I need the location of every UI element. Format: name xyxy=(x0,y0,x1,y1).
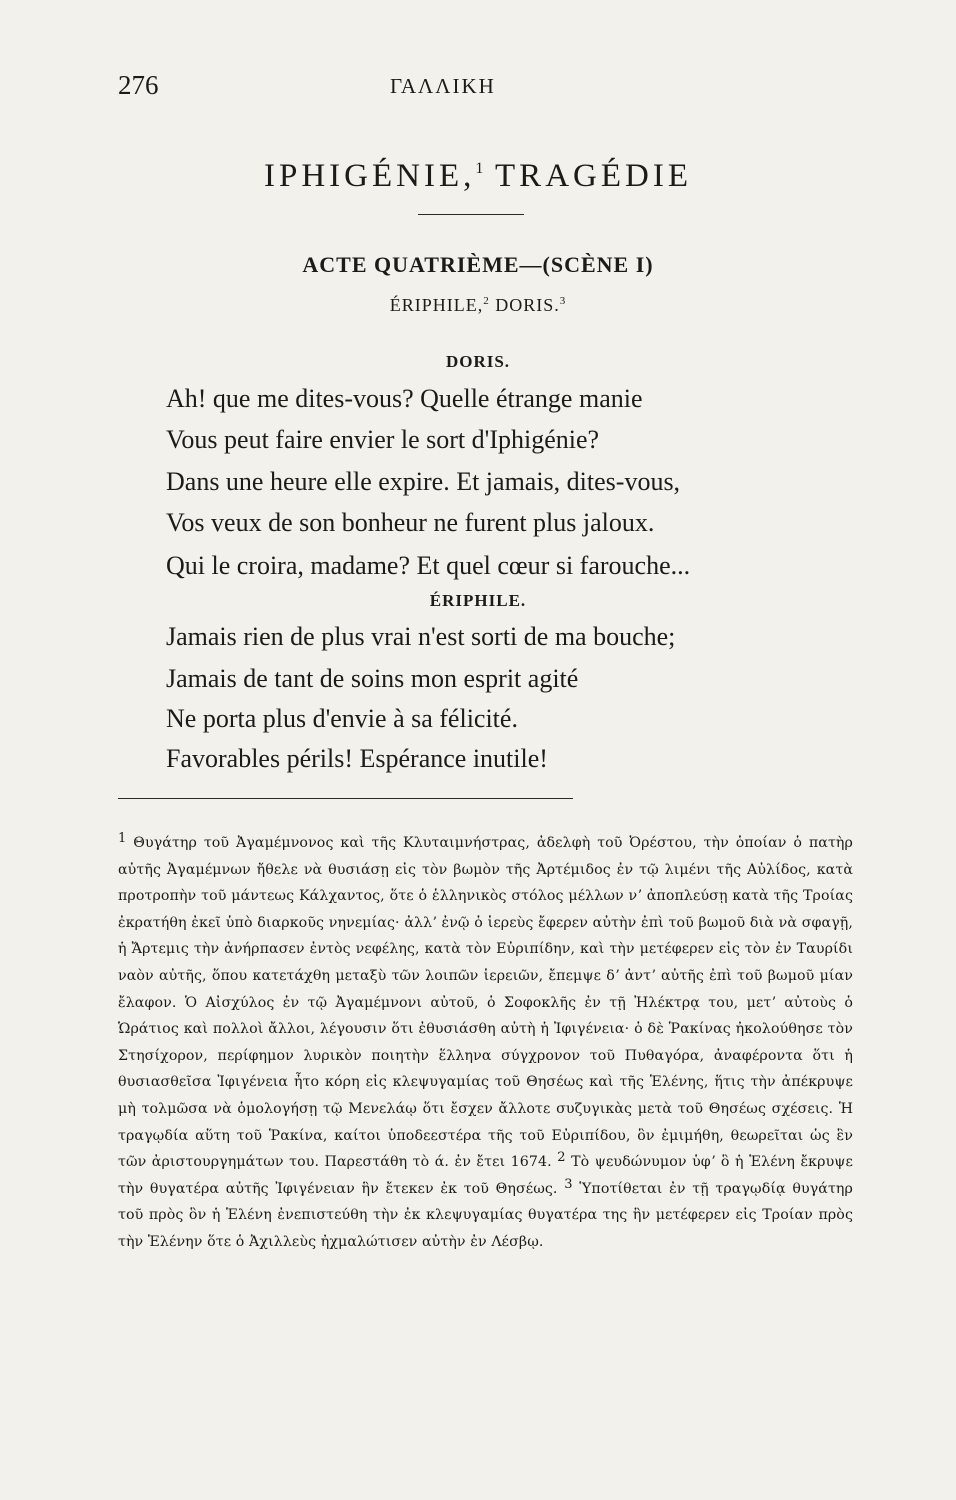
footnotes xyxy=(118,830,853,1256)
speaker-label: DORIS. xyxy=(445,352,511,371)
character-doris: DORIS. xyxy=(489,295,560,315)
verse-line: Jamais rien de plus vrai n'est sorti de ma bouche; xyxy=(166,622,676,651)
footnote-text: Ὑποτίθεται ἐν τῇ τραγῳδίᾳ θυγάτηρ τοῦ πρὸς ὃν ἡ Ἑλένη ἐνεπιστεύθη τὴν ἐκ κλεψυγαμίας θυγατέρα της ἣν μετέφερεν εἰς Τροίαν πρὸς τὴν Ἑλένην ὅτε ὁ Ἀχιλλεὺς ἠχμαλώτισεν αὐτὴν ἐν Λέσβῳ. xyxy=(118,1180,853,1250)
footnote-marker-1: 1 xyxy=(475,160,484,177)
footnote-text: Θυγάτηρ τοῦ Ἀγαμέμνονος καὶ τῆς Κλυταιμνήστρας, ἀδελφὴ τοῦ Ὀρέστου, τὴν ὁποίαν ὁ πατὴρ αὐτῆς Ἀγαμέμνων ἤθελε νὰ θυσιάσῃ εἰς τὸν βωμὸν τῆς Ἀρτέμιδος ἐν τῷ λιμένι τῆς Αὐλίδος, κατὰ προτροπὴν τοῦ μάντεως Κάλχαντος, ὅτε ὁ ἑλληνικὸς στόλος μέλλων νʼ ἀποπλεύσῃ κατὰ τῆς Τροίας ἐκρατήθη ἐκεῖ ὑπὸ διαρκοῦς νηνεμίας· ἀλλʼ ἐνῷ ὁ ἱερεὺς ἔφερεν αὐτὴν ἐπὶ τοῦ βωμοῦ διὰ νὰ σφαγῇ, ἡ Ἄρτεμις τὴν ἀνήρπασεν ἐντὸς νεφέλης, κατὰ τὸν Εὐριπίδην, καὶ τὴν μετέφερεν εἰς τὸν ἐν Ταυρίδι ναὸν αὐτῆς, ὅπου κατετάχθη μεταξὺ τῶν λοιπῶν ἱερειῶν, ἔπεμψε δʼ ἀντʼ αὐτῆς ἐπὶ τοῦ βωμοῦ μίαν ἔλαφον. Ὁ Αἰσχύλος ἐν τῷ Ἀγαμέμνονι αὐτοῦ, ὁ Σοφοκλῆς ἐν τῇ Ἠλέκτρᾳ του, μετʼ αὐτοὺς ὁ Ὡράτιος καὶ πολλοὶ ἄλλοι, λέγουσιν ὅτι ἐθυσιάσθη αὐτὴ ἡ Ἰφιγένεια· ὁ δὲ Ῥακίνας ἠκολούθησε τὸν Στησίχορον, περίφημον λυρικὸν ποιητὴν ἕλληνα σύγχρονον τοῦ Πυθαγόρα, ἀναφέροντα ὅτι ἡ θυσιασθεῖσα Ἰφιγένεια ἦτο κόρη εἰς κλεψυγαμίας τοῦ Θησέως καὶ τῆς Ἑλένης, ἥτις τὴν ἀπέκρυψε μὴ τολμῶσα νὰ ὁμολογήσῃ τῷ Μενελάῳ ὅτι ἔσχεν ἄλλοτε συζυγικὰς μετὰ τοῦ Θησέως σχέσεις. Ἡ τραγῳδία αὕτη τοῦ Ῥακίνα, καίτοι ὑποδεεστέρα τῆς τοῦ Εὐριπίδου, ὃν ἐμιμήθη, θεωρεῖται ὡς ἓν τῶν ἀριστουργημάτων του. Παρεστάθη τὸ ά. ἐν ἔτει 1674. xyxy=(118,835,853,1171)
scene-characters xyxy=(0,295,956,316)
title-divider xyxy=(418,214,524,215)
title-genre: TRAGÉDIE xyxy=(483,158,692,194)
footnote-text: Τὸ ψευδώνυμον ὑφʼ ὃ ἡ Ἑλένη ἔκρυψε τὴν θυγατέρα αὐτῆς Ἰφιγένειαν ἣν ἔτεκεν ἐκ τοῦ Θησέως. xyxy=(118,1154,853,1197)
verse-line: Qui le croira, madame? Et quel cœur si farouche... xyxy=(166,551,691,580)
verse-line: Ne porta plus d'envie à sa félicité. xyxy=(166,704,518,733)
page-header xyxy=(0,70,956,110)
play-title xyxy=(0,158,956,195)
footnote-marker-3: 3 xyxy=(559,295,567,307)
footnote-divider xyxy=(118,798,573,799)
footnote-number: 3 xyxy=(564,1176,573,1192)
speaker-label: ÉRIPHILE. xyxy=(429,591,527,610)
footnote-marker-2: 2 xyxy=(483,295,490,307)
verse-line: Jamais de tant de soins mon esprit agité xyxy=(166,664,579,693)
title-play-name: IPHIGÉNIE, xyxy=(263,158,476,194)
verse-line: Dans une heure elle expire. Et jamais, dites-vous, xyxy=(166,467,681,496)
running-head: ΓΑΛΛΙΚΗ xyxy=(390,74,496,98)
verse-line: Vos veux de son bonheur ne furent plus jaloux. xyxy=(166,508,655,537)
character-eriphile: ÉRIPHILE, xyxy=(389,295,484,315)
act-scene-heading: ACTE QUATRIÈME—(SCÈNE I) xyxy=(302,252,654,277)
footnote-number: 2 xyxy=(557,1150,566,1166)
verse-line: Favorables périls! Espérance inutile! xyxy=(166,744,548,773)
verse-line: Ah! que me dites-vous? Quelle étrange manie xyxy=(166,384,643,413)
footnote-number: 1 xyxy=(118,831,127,846)
verse-line: Vous peut faire envier le sort d'Iphigénie? xyxy=(166,425,600,454)
page-number: 276 xyxy=(118,70,159,100)
